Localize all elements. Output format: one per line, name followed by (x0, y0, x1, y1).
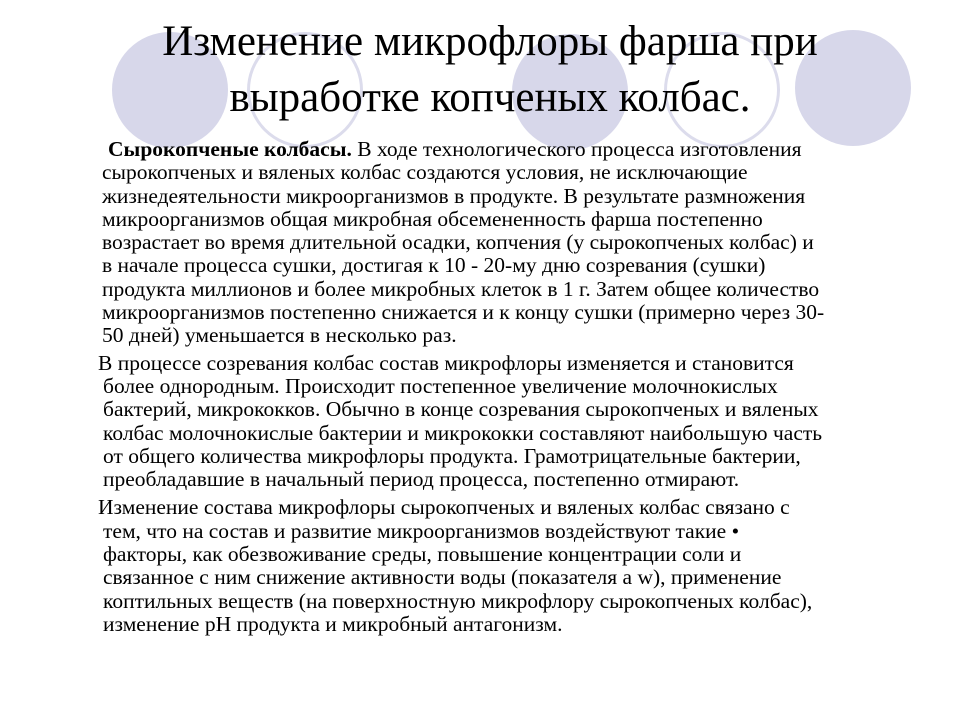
paragraph-line: В процессе созревания колбас состав микрофлоры изменяется и становится (98, 350, 794, 375)
paragraph-line: 50 дней) уменьшается в несколько раз. (102, 323, 457, 348)
paragraph-line: возрастает во время длительной осадки, копчения (у сырокопченых колбас) и (102, 230, 814, 255)
paragraph-line: от общего количества микрофлоры продукта. Грамотрицательные бактерии, (103, 443, 801, 468)
paragraph-line: жизнедеятельности микроорганизмов в продукте. В результате размножения (102, 183, 806, 208)
paragraph-line: Изменение состава микрофлоры сырокопченых и вяленых колбас связано с (98, 495, 790, 520)
paragraph-line: более однородным. Происходит постепенное увеличение молочнокислых (103, 373, 778, 398)
paragraph-line: факторы, как обезвоживание среды, повышение концентрации соли и (103, 542, 742, 567)
paragraph-influencing-factors (90, 496, 920, 636)
paragraph-line: продукта миллионов и более микробных клеток в 1 г. Затем общее количество (102, 276, 820, 301)
paragraph-line: микроорганизмов постепенно снижается и к концу сушки (примерно через 30- (102, 300, 825, 325)
paragraph-line: микроорганизмов общая микробная обсемененность фарша постепенно (102, 206, 763, 231)
title-line-2: выработке копченых колбас. (229, 74, 751, 121)
paragraph-line (102, 138, 920, 161)
paragraph-line: связанное с ним снижение активности воды (показателя a w), применение (103, 565, 782, 590)
paragraph-line: в начале процесса сушки, достигая к 10 - 20-му дню созревания (сушки) (102, 253, 766, 278)
paragraph-line: сырокопченых и вяленых колбас создаются условия, не исключающие (102, 160, 748, 185)
paragraph-line: колбас молочнокислые бактерии и микрококки составляют наибольшую часть (103, 420, 823, 445)
paragraph-line: тем, что на состав и развитие микроорганизмов воздействуют такие • (103, 518, 740, 543)
paragraph-line: коптильных веществ (на поверхностную микрофлору сырокопченых колбас), (103, 588, 813, 613)
paragraph-line: преобладавшие в начальный период процесса, постепенно отмирают. (103, 467, 740, 492)
paragraph-ripening-microflora (90, 352, 920, 492)
paragraph-line: изменение pH продукта и микробный антагонизм. (103, 611, 563, 636)
paragraph-line: бактерий, микрококков. Обычно в конце созревания сырокопченых и вяленых (103, 397, 819, 422)
paragraph-dry-smoked-sausages (90, 138, 920, 348)
title-line-1: Изменение микрофлоры фарша при (162, 18, 818, 65)
paragraph-line-text: В ходе технологического процесса изготовления (351, 137, 802, 161)
paragraph-lead-heading: Сырокопченые колбасы. (108, 137, 352, 161)
slide-title (60, 14, 920, 126)
slide-body (90, 138, 920, 636)
